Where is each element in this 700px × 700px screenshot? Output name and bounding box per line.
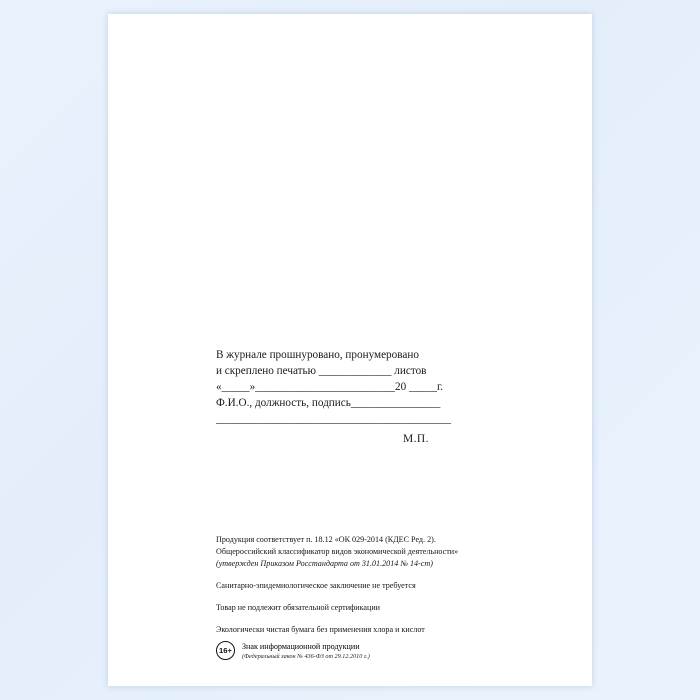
legal-certification-notice: Товар не подлежит обязательной сертификации [216,602,381,612]
document-page [108,14,592,686]
legal-okved-line-1: Продукция соответствует п. 18.12 «ОК 029-2014 (КДЕС Ред. 2). [216,535,436,544]
certification-line-1: В журнале прошнуровано, пронумеровано [216,349,419,361]
age-rating-mark [216,641,370,661]
legal-eco-paper-notice: Экологически чистая бумага без применения хлора и кислот [216,624,425,634]
legal-okved-line-2: Общероссийский классификатор видов экономической деятельности» [216,546,459,556]
certification-line-3: «_____»_________________________20 _____г. [216,380,444,393]
age-rating-label: Знак информационной продукции [242,642,360,651]
certification-line-4: Ф.И.О., должность, подпись________________ [216,396,441,409]
age-rating-badge-icon: 16+ [216,641,235,660]
certification-line-2: и скреплено печатью _____________ листов [216,364,427,377]
certification-block [216,348,556,428]
legal-sanitary-notice: Санитарно-эпидемиологическое заключение не требуется [216,580,416,590]
certification-line-5: __________________________________________ [216,412,451,425]
age-rating-text [242,641,370,661]
legal-paragraph-okved [216,534,566,570]
legal-okved-line-3: (утвержден Приказом Росстандарта от 31.01.2014 № 14-ст) [216,558,433,568]
legal-notices [216,534,566,647]
stamp-place-mark: М.П. [403,433,429,445]
age-rating-law: (Федеральный закон № 436-ФЗ от 29.12.2010 г.) [242,652,370,660]
